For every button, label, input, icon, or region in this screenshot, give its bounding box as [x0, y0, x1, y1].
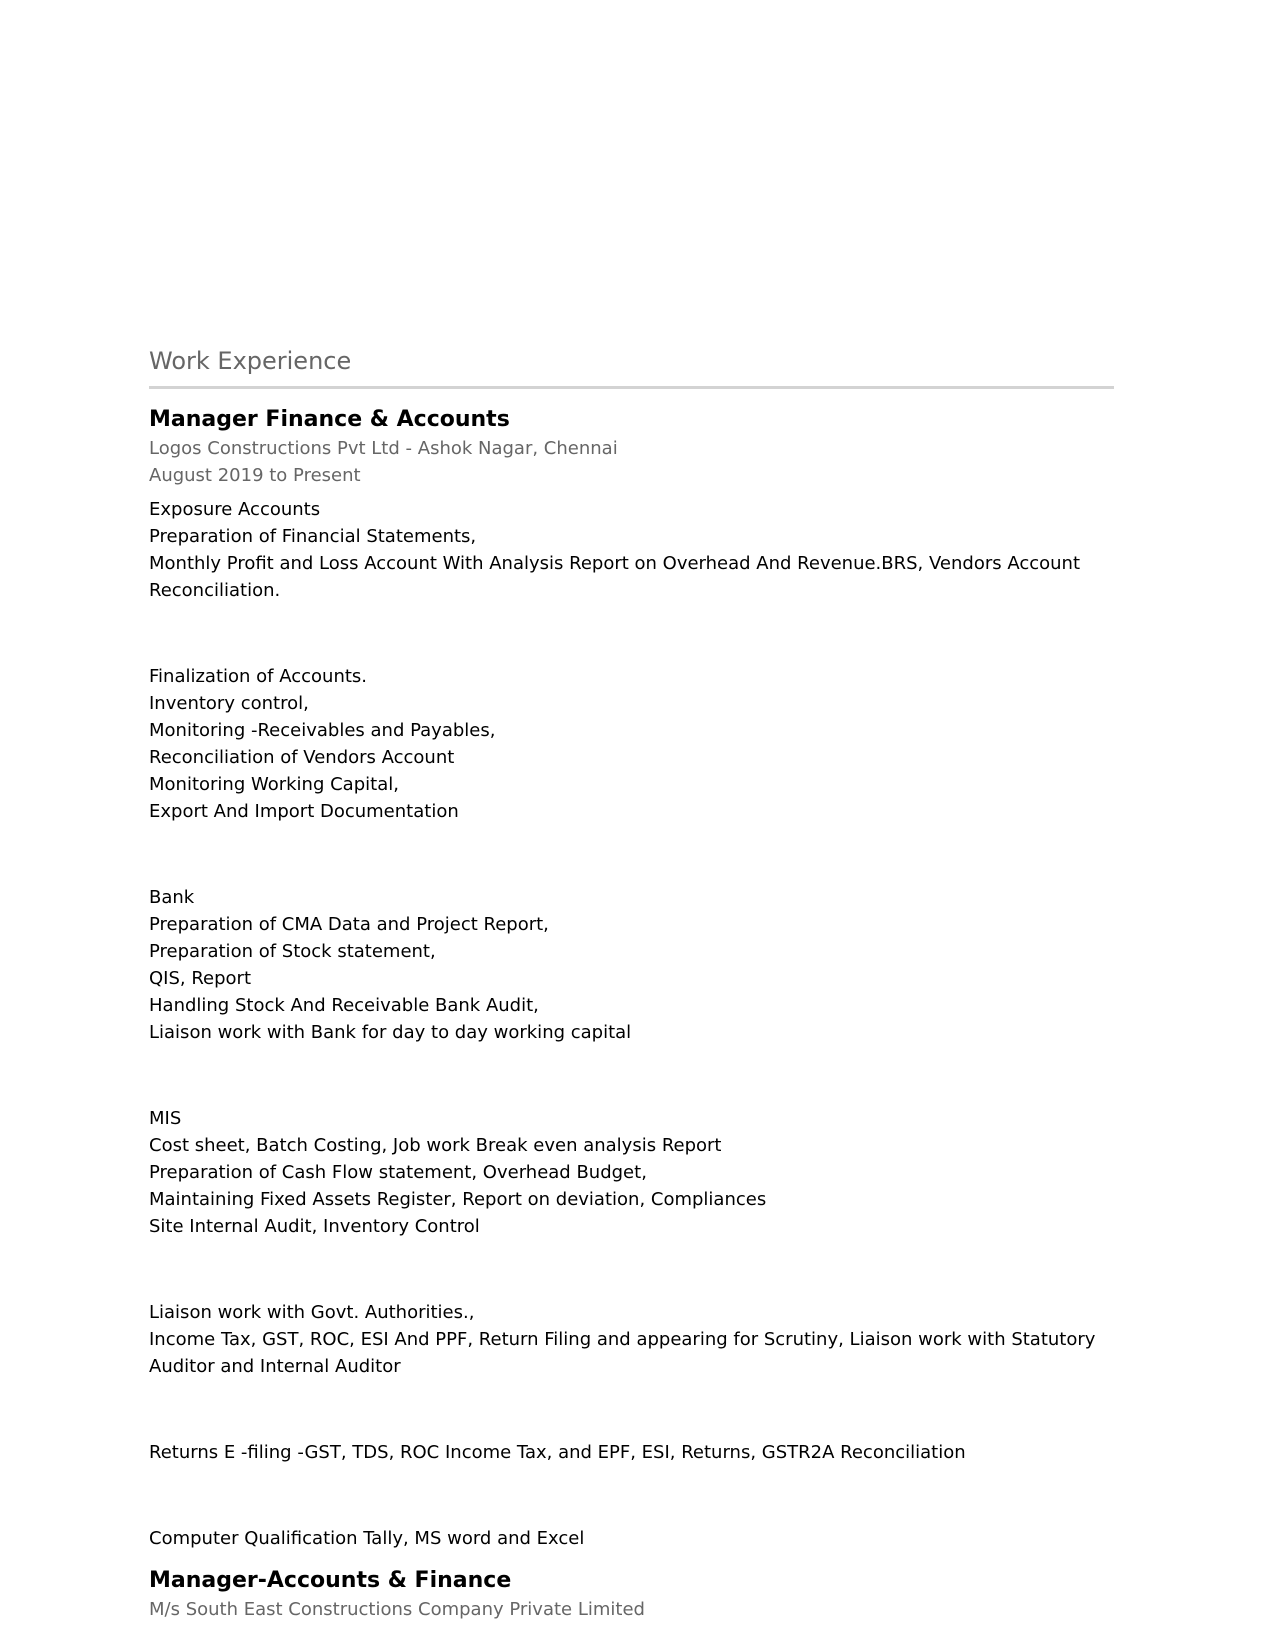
- description-line: Income Tax, GST, ROC, ESI And PPF, Return Filing and appearing for Scrutiny, Liaison work with Statutory Auditor and Internal Auditor: [149, 1329, 1096, 1377]
- job-entry-2: [149, 1566, 1114, 1623]
- description-line: Cost sheet, Batch Costing, Job work Break even analysis Report: [149, 1135, 722, 1156]
- description-line: Maintaining Fixed Assets Register, Report on deviation, Compliances: [149, 1189, 767, 1210]
- description-line: Export And Import Documentation: [149, 801, 459, 822]
- description-line: Monthly Profit and Loss Account With Analysis Report on Overhead And Revenue.BRS, Vendors Account Reconciliation.: [149, 553, 1081, 601]
- description-spacer: [149, 1482, 1114, 1509]
- description-line: Handling Stock And Receivable Bank Audit,: [149, 995, 539, 1016]
- description-line: Liaison work with Bank for day to day working capital: [149, 1022, 632, 1043]
- job-dates: August 2019 to Present: [149, 465, 361, 486]
- section-divider: [149, 386, 1114, 389]
- description-spacer: [149, 841, 1114, 868]
- description-line: Reconciliation of Vendors Account: [149, 747, 455, 768]
- description-line: Preparation of Financial Statements,: [149, 526, 477, 547]
- description-spacer: [149, 1256, 1114, 1283]
- description-line: Returns E -filing -GST, TDS, ROC Income Tax, and EPF, ESI, Returns, GSTR2A Reconciliation: [149, 1442, 966, 1463]
- job-entry-1: [149, 405, 1114, 1552]
- description-line: Exposure Accounts: [149, 499, 321, 520]
- description-line: Finalization of Accounts.: [149, 666, 368, 687]
- description-spacer: [149, 1062, 1114, 1089]
- description-line: Computer Qualification Tally, MS word and Excel: [149, 1528, 585, 1549]
- description-line: Monitoring -Receivables and Payables,: [149, 720, 496, 741]
- description-line: Liaison work with Govt. Authorities.,: [149, 1302, 475, 1323]
- job-company: Logos Constructions Pvt Ltd: [149, 438, 400, 459]
- resume-page: [149, 344, 1114, 1623]
- description-line: Preparation of Stock statement,: [149, 941, 436, 962]
- job-title: Manager Finance & Accounts: [149, 407, 510, 432]
- description-line: QIS, Report: [149, 968, 252, 989]
- description-spacer: [149, 1396, 1114, 1423]
- job-title: Manager-Accounts & Finance: [149, 1568, 512, 1593]
- job-separator: -: [405, 438, 413, 459]
- description-line: Monitoring Working Capital,: [149, 774, 399, 795]
- job-company: M/s South East Constructions Company Private Limited: [149, 1599, 645, 1620]
- description-line: Site Internal Audit, Inventory Control: [149, 1216, 480, 1237]
- description-line: Preparation of Cash Flow statement, Overhead Budget,: [149, 1162, 647, 1183]
- description-line: MIS: [149, 1108, 182, 1129]
- job-company-location: [149, 435, 1114, 462]
- description-line: Inventory control,: [149, 693, 309, 714]
- description-spacer: [149, 620, 1114, 647]
- section-title: Work Experience: [149, 347, 352, 375]
- job-location: Ashok Nagar, Chennai: [417, 438, 618, 459]
- job-description: [149, 496, 1114, 1552]
- description-line: Bank: [149, 887, 195, 908]
- description-line: Preparation of CMA Data and Project Report,: [149, 914, 549, 935]
